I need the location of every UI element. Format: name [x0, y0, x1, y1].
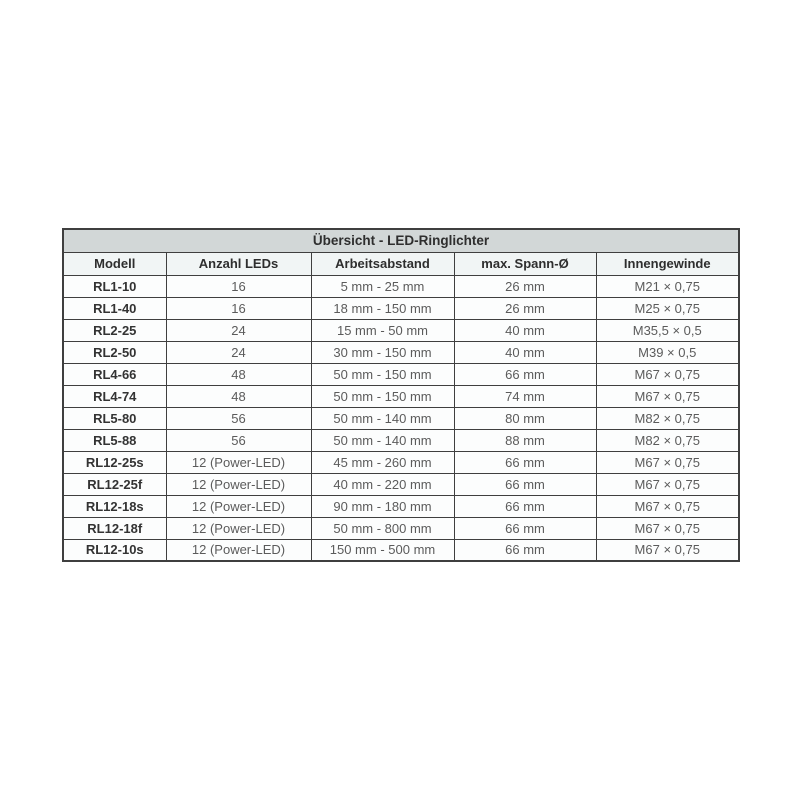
- cell-innengewinde: M25 × 0,75: [596, 297, 739, 319]
- cell-modell: RL4-66: [63, 363, 166, 385]
- table-row: [63, 495, 739, 517]
- cell-arbeitsabstand: 150 mm - 500 mm: [311, 539, 454, 561]
- cell-innengewinde: M67 × 0,75: [596, 385, 739, 407]
- cell-modell: RL2-50: [63, 341, 166, 363]
- cell-max-spann-durchmesser: 66 mm: [454, 517, 596, 539]
- cell-arbeitsabstand: 50 mm - 140 mm: [311, 407, 454, 429]
- column-header-innengewinde: Innengewinde: [596, 252, 739, 275]
- column-header-anzahl-leds: Anzahl LEDs: [166, 252, 311, 275]
- cell-arbeitsabstand: 30 mm - 150 mm: [311, 341, 454, 363]
- cell-anzahl-leds: 16: [166, 297, 311, 319]
- table-row: [63, 275, 739, 297]
- cell-arbeitsabstand: 45 mm - 260 mm: [311, 451, 454, 473]
- cell-innengewinde: M67 × 0,75: [596, 473, 739, 495]
- cell-max-spann-durchmesser: 66 mm: [454, 451, 596, 473]
- cell-anzahl-leds: 12 (Power-LED): [166, 451, 311, 473]
- table-row: [63, 363, 739, 385]
- cell-max-spann-durchmesser: 80 mm: [454, 407, 596, 429]
- cell-innengewinde: M82 × 0,75: [596, 429, 739, 451]
- cell-modell: RL2-25: [63, 319, 166, 341]
- cell-modell: RL1-10: [63, 275, 166, 297]
- column-header-arbeitsabstand: Arbeitsabstand: [311, 252, 454, 275]
- cell-innengewinde: M67 × 0,75: [596, 451, 739, 473]
- cell-anzahl-leds: 24: [166, 319, 311, 341]
- column-header-modell: Modell: [63, 252, 166, 275]
- column-header-max-spann-durchmesser: max. Spann-Ø: [454, 252, 596, 275]
- cell-modell: RL12-18f: [63, 517, 166, 539]
- cell-max-spann-durchmesser: 66 mm: [454, 539, 596, 561]
- led-ringlight-overview-table: [62, 228, 740, 562]
- cell-arbeitsabstand: 18 mm - 150 mm: [311, 297, 454, 319]
- led-ringlight-overview-table-wrap: [62, 228, 738, 562]
- cell-anzahl-leds: 16: [166, 275, 311, 297]
- cell-modell: RL4-74: [63, 385, 166, 407]
- cell-max-spann-durchmesser: 74 mm: [454, 385, 596, 407]
- cell-max-spann-durchmesser: 26 mm: [454, 275, 596, 297]
- cell-innengewinde: M67 × 0,75: [596, 517, 739, 539]
- cell-max-spann-durchmesser: 66 mm: [454, 363, 596, 385]
- cell-arbeitsabstand: 50 mm - 800 mm: [311, 517, 454, 539]
- cell-innengewinde: M67 × 0,75: [596, 363, 739, 385]
- cell-max-spann-durchmesser: 40 mm: [454, 319, 596, 341]
- cell-innengewinde: M82 × 0,75: [596, 407, 739, 429]
- table-row: [63, 341, 739, 363]
- cell-anzahl-leds: 12 (Power-LED): [166, 473, 311, 495]
- cell-modell: RL5-80: [63, 407, 166, 429]
- table-row: [63, 451, 739, 473]
- cell-anzahl-leds: 48: [166, 363, 311, 385]
- cell-arbeitsabstand: 40 mm - 220 mm: [311, 473, 454, 495]
- cell-innengewinde: M67 × 0,75: [596, 539, 739, 561]
- cell-arbeitsabstand: 50 mm - 150 mm: [311, 385, 454, 407]
- cell-arbeitsabstand: 5 mm - 25 mm: [311, 275, 454, 297]
- cell-innengewinde: M21 × 0,75: [596, 275, 739, 297]
- cell-arbeitsabstand: 90 mm - 180 mm: [311, 495, 454, 517]
- cell-modell: RL1-40: [63, 297, 166, 319]
- cell-anzahl-leds: 24: [166, 341, 311, 363]
- table-row: [63, 429, 739, 451]
- cell-anzahl-leds: 12 (Power-LED): [166, 517, 311, 539]
- cell-anzahl-leds: 56: [166, 407, 311, 429]
- cell-arbeitsabstand: 50 mm - 150 mm: [311, 363, 454, 385]
- table-row: [63, 539, 739, 561]
- table-title: Übersicht - LED-Ringlichter: [63, 229, 739, 252]
- cell-anzahl-leds: 56: [166, 429, 311, 451]
- cell-innengewinde: M39 × 0,5: [596, 341, 739, 363]
- cell-modell: RL12-25f: [63, 473, 166, 495]
- table-body: [63, 275, 739, 561]
- cell-innengewinde: M67 × 0,75: [596, 495, 739, 517]
- cell-max-spann-durchmesser: 66 mm: [454, 473, 596, 495]
- cell-anzahl-leds: 12 (Power-LED): [166, 495, 311, 517]
- table-row: [63, 385, 739, 407]
- cell-modell: RL12-10s: [63, 539, 166, 561]
- cell-modell: RL12-18s: [63, 495, 166, 517]
- table-row: [63, 473, 739, 495]
- cell-arbeitsabstand: 50 mm - 140 mm: [311, 429, 454, 451]
- table-header-row: [63, 252, 739, 275]
- table-head: [63, 229, 739, 275]
- cell-anzahl-leds: 48: [166, 385, 311, 407]
- cell-anzahl-leds: 12 (Power-LED): [166, 539, 311, 561]
- table-row: [63, 319, 739, 341]
- table-row: [63, 407, 739, 429]
- cell-modell: RL12-25s: [63, 451, 166, 473]
- table-title-row: [63, 229, 739, 252]
- table-row: [63, 297, 739, 319]
- cell-modell: RL5-88: [63, 429, 166, 451]
- table-row: [63, 517, 739, 539]
- cell-max-spann-durchmesser: 88 mm: [454, 429, 596, 451]
- cell-arbeitsabstand: 15 mm - 50 mm: [311, 319, 454, 341]
- cell-max-spann-durchmesser: 66 mm: [454, 495, 596, 517]
- cell-max-spann-durchmesser: 40 mm: [454, 341, 596, 363]
- cell-max-spann-durchmesser: 26 mm: [454, 297, 596, 319]
- cell-innengewinde: M35,5 × 0,5: [596, 319, 739, 341]
